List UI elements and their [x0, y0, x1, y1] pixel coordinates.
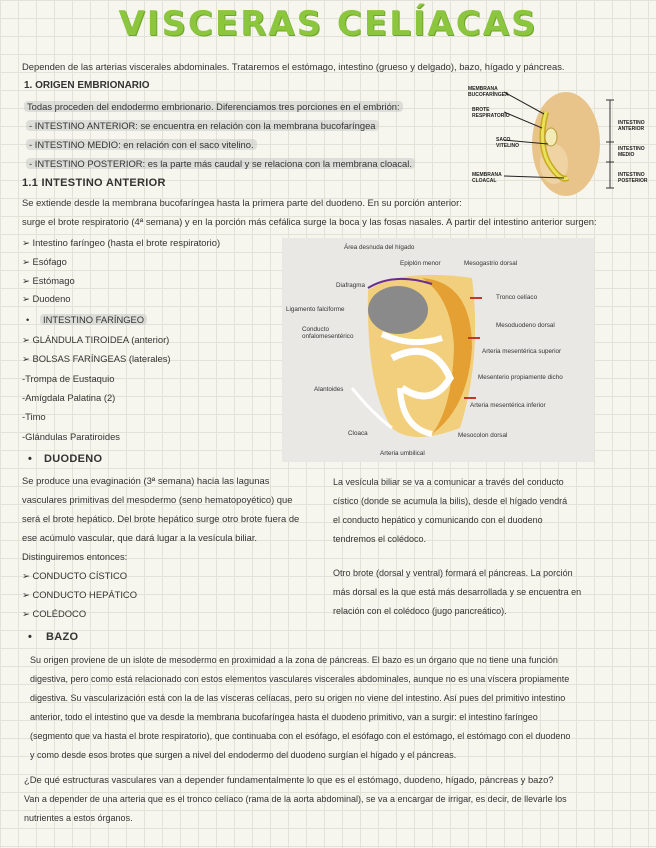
list-item: ➢ GLÁNDULA TIROIDEA (anterior): [22, 334, 170, 345]
vesicula-line: tendremos el colédoco.: [333, 534, 427, 544]
label-diafragma: Diafragma: [336, 282, 366, 289]
list-item: ➢ CONDUCTO HEPÁTICO: [22, 589, 137, 600]
label-intestino-medio: INTESTINO MEDIO: [618, 146, 645, 158]
list-item: ➢ Intestino faríngeo (hasta el brote respiratorio): [22, 237, 221, 248]
label-membrana-bucofaringea: MEMBRANA BUCOFARÍNGEA: [468, 86, 509, 98]
label-intestino-anterior: INTESTINO ANTERIOR: [618, 120, 645, 132]
answer-line: Van a depender de una arteria que es el tronco celíaco (rama de la aorta abdominal), se va a encargar de irrigar, es decir, de llevarle los: [24, 794, 567, 804]
bullet-dot: •: [28, 453, 33, 465]
label-brote-respiratorio: BROTE RESPIRATORIO: [472, 107, 510, 119]
label-arteria-umbilical: Arteria umbilical: [380, 450, 425, 457]
bazo-line: (segmento que va hasta el brote respiratorio), que continuaba con el esófago, el esófago con el estómago, el estómago con el duodeno: [30, 731, 571, 741]
pancreas-line: más dorsal es la que está más desarrollada y se encuentra en: [333, 587, 582, 597]
answer-line: nutrientes a estos órganos.: [24, 813, 133, 823]
pancreas-line: Otro brote (dorsal y ventral) formará el páncreas. La porción: [333, 568, 573, 578]
label-mesenterio: Mesenterio propiamente dicho: [478, 374, 563, 381]
list-item: -Timo: [22, 411, 46, 422]
list-item: ➢ Duodeno: [22, 293, 71, 304]
duodeno-line: vasculares primitivas del mesodermo (seno hematopoyético) que: [22, 494, 293, 505]
label-arteria-mesenterica-superior: Arteria mesentérica superior: [482, 348, 562, 355]
duodeno-line: será el brote hepático. Del brote hepático surge otro brote fuera de: [22, 513, 300, 524]
origen-line: - INTESTINO POSTERIOR: es la parte más caudal y se relaciona con la membrana cloacal.: [26, 157, 415, 170]
vesicula-line: el conducto hepático y comunicando con el duodeno: [333, 515, 543, 525]
bazo-heading: BAZO: [46, 631, 79, 643]
label-mesoduodeno-dorsal: Mesoduodeno dorsal: [496, 322, 555, 329]
intro-text: Dependen de las arterias viscerales abdominales. Trataremos el estómago, intestino (grueso y delgado), bazo, hígado y páncreas.: [22, 61, 565, 72]
origen-line: - INTESTINO ANTERIOR: se encuentra en relación con la membrana bucofaríngea: [26, 119, 379, 132]
intestino-anterior-line: Se extiende desde la membrana bucofaríngea hasta la primera parte del duodeno. En su porción anterior:: [22, 197, 462, 208]
list-item: ➢ Estómago: [22, 275, 75, 286]
list-item: ➢ BOLSAS FARÍNGEAS (laterales): [22, 353, 171, 364]
label-saco-vitelino: SACO VITELINO: [496, 137, 520, 149]
anatomy-diagram: [282, 238, 594, 462]
label-ligamento-falciforme: Ligamento falciforme: [286, 306, 345, 313]
question-text: ¿De qué estructuras vasculares van a depender fundamentalmente lo que es el estómago, duodeno, hígado, páncreas y bazo?: [24, 774, 554, 785]
vesicula-line: La vesícula biliar se va a comunicar a través del conducto: [333, 477, 564, 487]
origen-line: - INTESTINO MEDIO: en relación con el saco vitelino.: [26, 138, 257, 151]
bullet-dot: •: [28, 631, 33, 643]
pharyngeal-heading: INTESTINO FARÍNGEO: [40, 313, 147, 326]
bazo-line: digestiva, pero como está relacionado con estos elementos vasculares viscerales abdominales, aunque no es una víscera propiamente: [30, 674, 570, 684]
list-item: -Trompa de Eustaquio: [22, 373, 115, 384]
label-mesocolon-dorsal: Mesocolon dorsal: [458, 432, 508, 439]
section-heading-origen: 1. ORIGEN EMBRIONARIO: [24, 80, 150, 91]
list-item: -Amígdala Palatina (2): [22, 392, 116, 403]
bazo-line: digestiva. Su vascularización está con la de las vísceras celíacas, pero su origen no viene del intestino. Así pues del primitivo intestino: [30, 693, 566, 703]
embryo-figure: [468, 82, 652, 206]
list-item: ➢ CONDUCTO CÍSTICO: [22, 570, 128, 581]
label-intestino-posterior: INTESTINO POSTERIOR: [618, 172, 648, 184]
page-title: VISCERAS CELÍACAS: [118, 4, 538, 44]
label-mesogastrio-dorsal: Mesogastrio dorsal: [464, 260, 518, 267]
bazo-line: y como desde esos brotes que surgen a nivel del endodermo del duodeno surgían el hígado y el páncreas.: [30, 750, 457, 760]
origen-line: Todas proceden del endodermo embrionario. Diferenciamos tres porciones en el embrión:: [24, 100, 403, 113]
vesicula-line: cístico (donde se acumula la bilis), desde el hígado vendrá: [333, 496, 568, 506]
duodeno-line: Se produce una evaginación (3ª semana) hacia las lagunas: [22, 475, 270, 486]
duodeno-line: ese acúmulo vascular, que dará lugar a la vesícula biliar.: [22, 532, 258, 543]
duodeno-heading: DUODENO: [44, 453, 103, 465]
bullet-dot: •: [26, 314, 30, 325]
label-alantoides: Alantoides: [314, 386, 344, 393]
label-cloaca: Cloaca: [348, 430, 368, 437]
section-heading-intestino-anterior: 1.1 INTESTINO ANTERIOR: [22, 177, 166, 189]
pancreas-line: relación con el colédoco (jugo pancreático).: [333, 606, 507, 616]
intestino-anterior-line: surge el brote respiratorio (4ª semana) y en la porción más cefálica surge la boca y las fosas nasales. A partir del intestino anterior surgen:: [22, 216, 597, 227]
list-item: ➢ Esófago: [22, 256, 67, 267]
bazo-line: anterior, todo el intestino que va desde la membrana bucofaríngea hasta el duodeno primitivo, van a surgir: el intestino faríngeo: [30, 712, 538, 722]
label-conducto-onfalomesenterico: Conducto onfalomesentérico: [302, 326, 354, 340]
label-epiplon-menor: Epiplón menor: [400, 260, 441, 267]
label-tronco-celiaco: Tronco celíaco: [496, 294, 538, 301]
label-arteria-mesenterica-inferior: Arteria mesentérica inferior: [470, 402, 546, 409]
label-membrana-cloacal: MEMBRANA CLOACAL: [472, 172, 502, 184]
duodeno-line: Distinguiremos entonces:: [22, 551, 128, 562]
bazo-line: Su origen proviene de un islote de mesodermo en proximidad a la zona de páncreas. El bazo es un órgano que no tiene una función: [30, 655, 558, 665]
list-item: ➢ COLÉDOCO: [22, 608, 87, 619]
list-item: -Glándulas Paratiroides: [22, 431, 120, 442]
label-area-desnuda: Área desnuda del hígado: [344, 244, 415, 251]
